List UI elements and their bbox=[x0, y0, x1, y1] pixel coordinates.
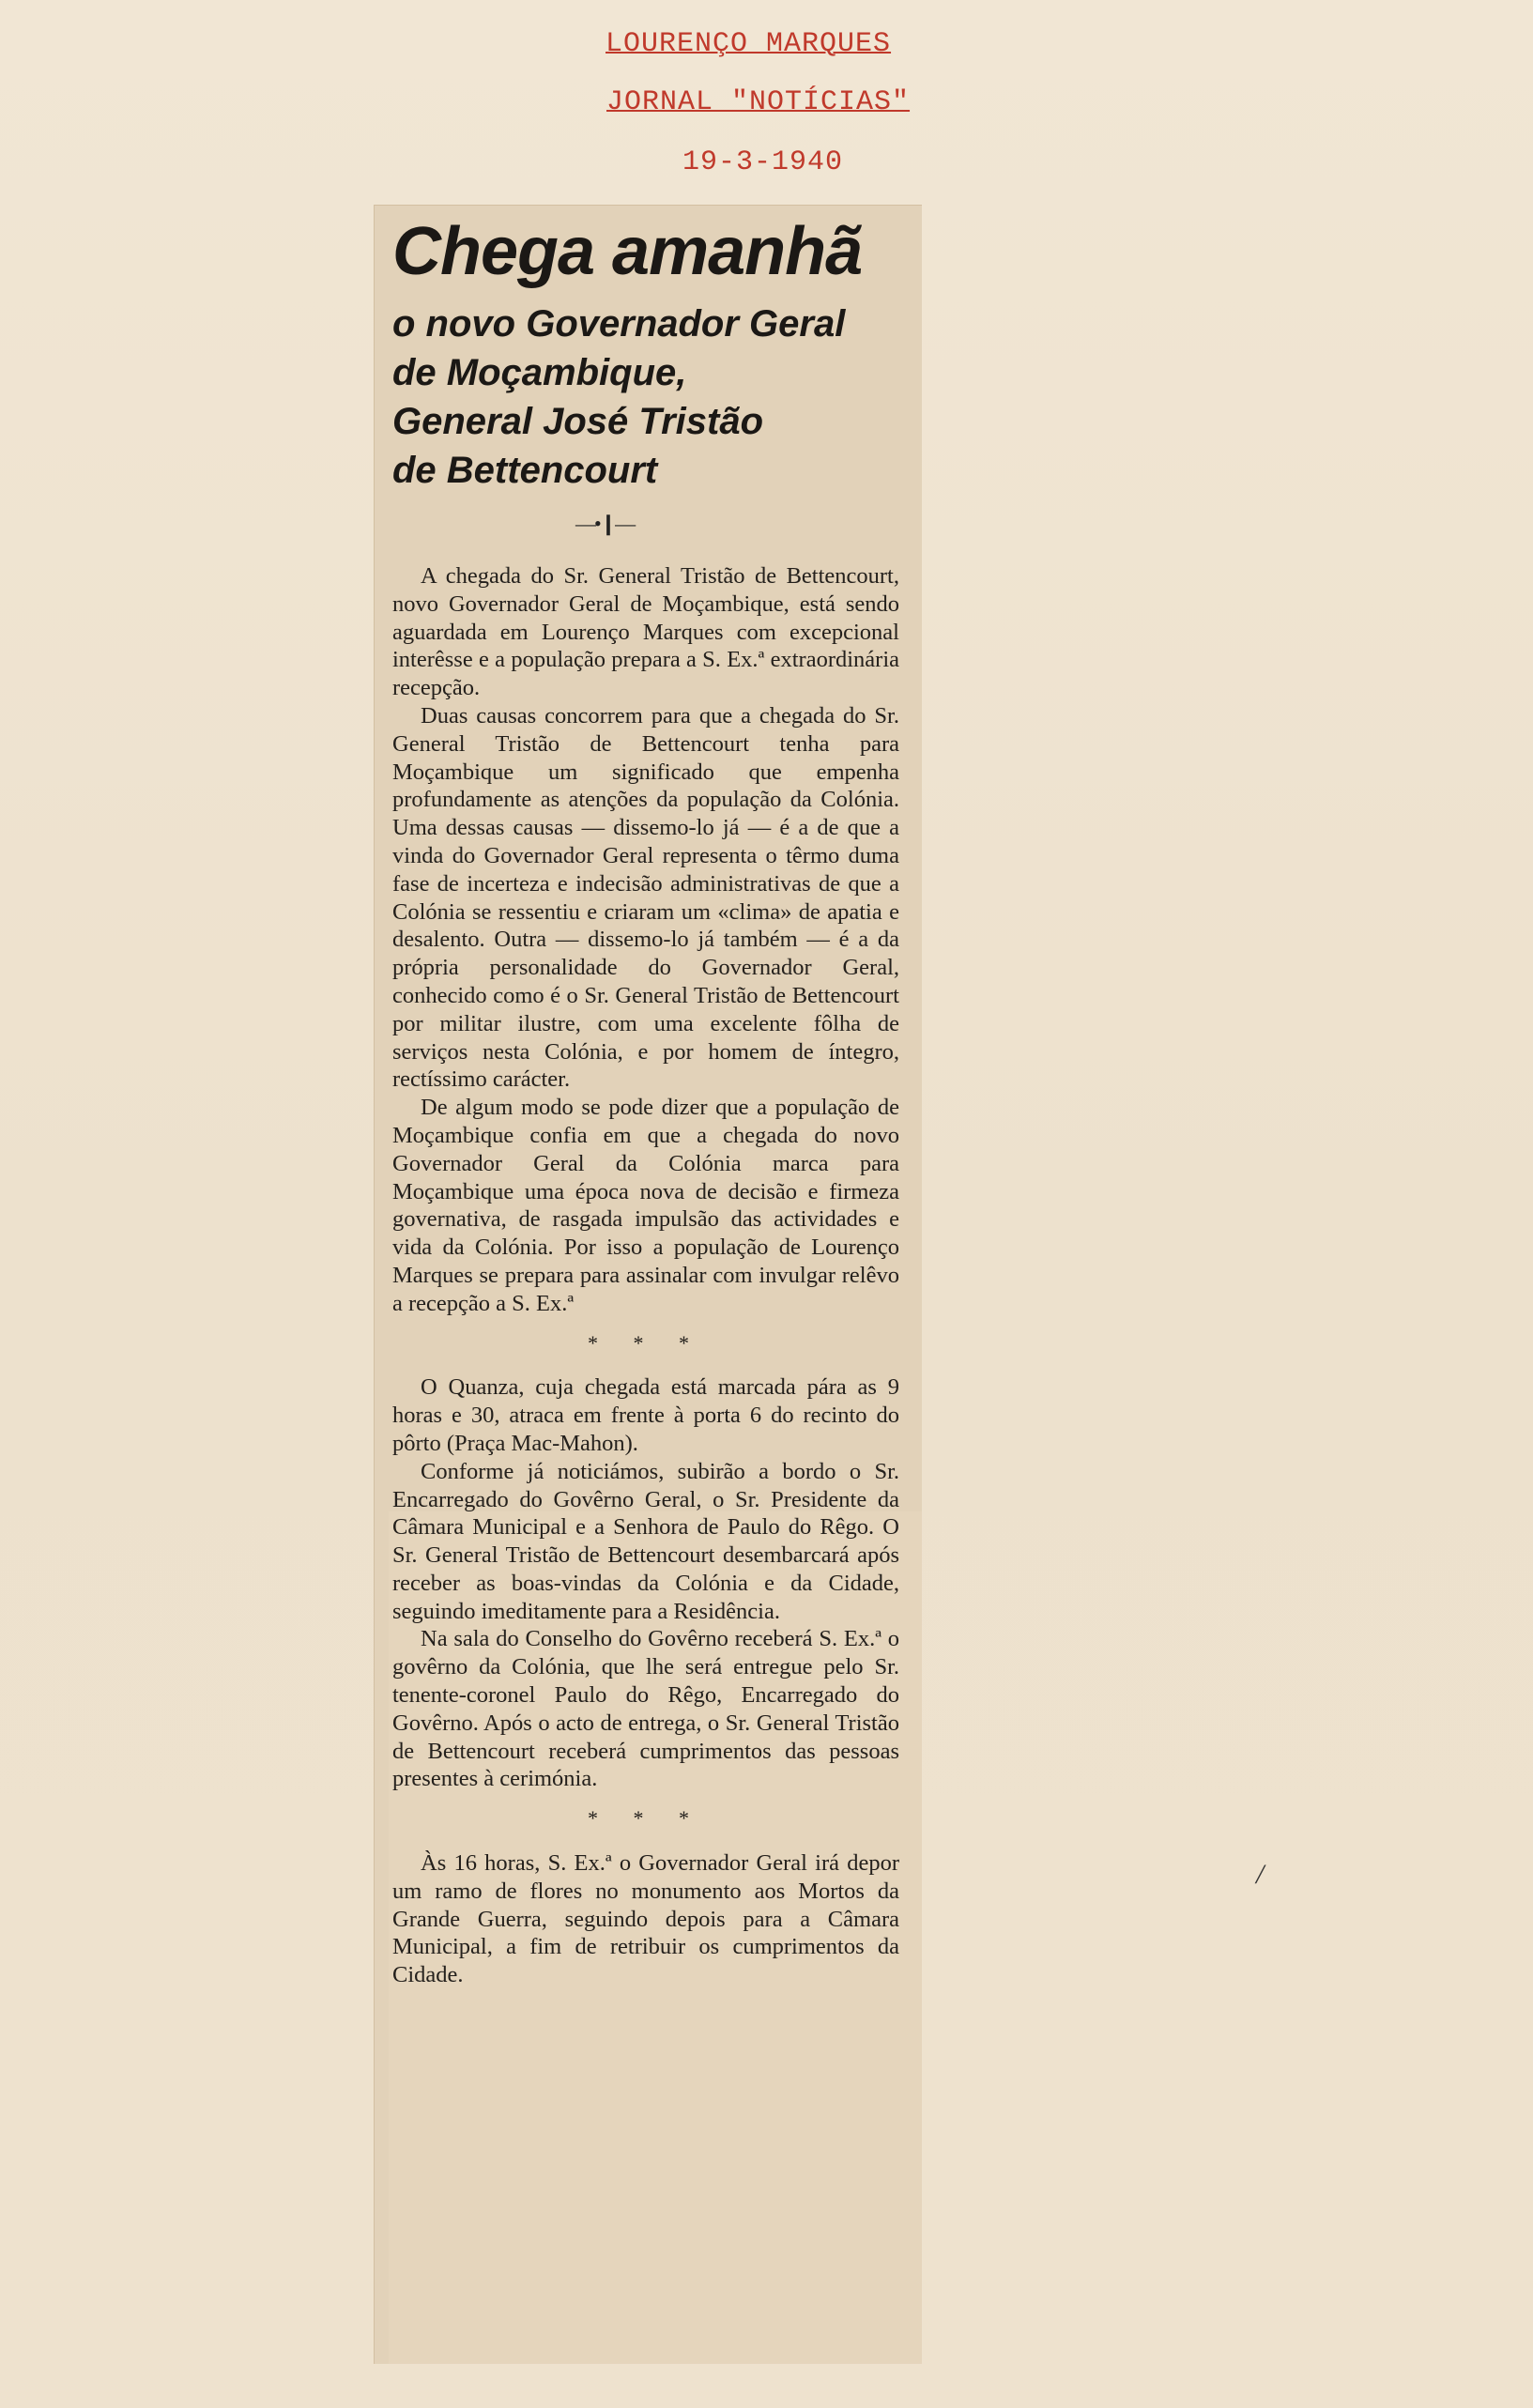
stamp-city bbox=[0, 28, 1533, 60]
paragraph: Na sala do Conselho do Govêrno receberá S. Ex.ª o govêrno da Colónia, que lhe será entregue pelo Sr. tenente-coronel Paulo do Rêgo, Encarregado do Govêrno. Após o acto de entrega, o Sr. General Tristão de Bettencourt receberá cumprimentos das pessoas presentes à cerimónia. bbox=[392, 1626, 899, 1792]
ornament-divider: —•❙— bbox=[575, 512, 635, 535]
paragraph: A chegada do Sr. General Tristão de Bettencourt, novo Governador Geral de Moçambique, está sendo aguardada em Lourenço Marques com excepcional interêsse e a população prepara a S. Ex.ª extraordinária recepção. bbox=[392, 563, 899, 701]
stamp-date bbox=[0, 146, 1533, 178]
stamp-city-text: LOURENÇO MARQUES bbox=[606, 28, 892, 60]
article-subhead-line: de Bettencourt bbox=[392, 450, 658, 491]
section-separator: * * * bbox=[588, 1330, 704, 1355]
margin-mark: / bbox=[1256, 1859, 1265, 1890]
paragraph: O Quanza, cuja chegada está marcada pára as 9 horas e 30, atraca em frente à porta 6 do recinto do pôrto (Praça Mac-Mahon). bbox=[392, 1374, 899, 1456]
paragraph: Às 16 horas, S. Ex.ª o Governador Geral irá depor um ramo de flores no monumento aos Mortos da Grande Guerra, seguindo depois para a Câmara Municipal, a fim de retribuir os cumprimentos da Cidade. bbox=[392, 1850, 899, 1988]
section-separator: * * * bbox=[588, 1806, 704, 1831]
paragraph: Duas causas concorrem para que a chegada do Sr. General Tristão de Bettencourt tenha para Moçambique um significado que empenha profundamente as atenções da população da Colónia. Uma dessas causas — dissemo-lo já — é a de que a vinda do Governador Geral representa o têrmo duma fase de incerteza e indecisão administrativas de que a Colónia se ressentiu e criaram um «clima» de apatia e desalento. Outra — dissemo-lo já também — é a da própria personalidade do Governador Geral, conhecido como é o Sr. General Tristão de Bettencourt por militar ilustre, com uma excelente fôlha de serviços nesta Colónia, e por homem de íntegro, rectíssimo carácter. bbox=[392, 702, 899, 1093]
article bbox=[392, 211, 899, 1989]
article-headline: Chega amanhã bbox=[392, 214, 863, 289]
article-subhead-line: o novo Governador Geral bbox=[392, 303, 846, 345]
article-subhead-line: General José Tristão bbox=[392, 401, 763, 442]
paragraph: De algum modo se pode dizer que a população de Moçambique confia em que a chegada do novo Governador Geral da Colónia marca para Moçambique uma época nova de decisão e firmeza governativa, de rasgada impulsão das actividades e vida da Colónia. Por isso a população de Lourenço Marques se prepara para assinalar com invulgar relêvo a recepção a S. Ex.ª bbox=[392, 1095, 899, 1316]
paragraph: Conforme já noticiámos, subirão a bordo o Sr. Encarregado do Govêrno Geral, o Sr. Presidente da Câmara Municipal e a Senhora de Paulo do Rêgo. O Sr. General Tristão de Bettencourt desembarcará após receber as boas-vindas da Colónia e da Cidade, seguindo imeditamente para a Residência. bbox=[392, 1458, 899, 1624]
stamp-newspaper bbox=[0, 86, 1533, 118]
stamp-date-text: 19-3-1940 bbox=[682, 146, 844, 178]
article-body bbox=[392, 562, 899, 1989]
stamp-newspaper-text: JORNAL "NOTÍCIAS" bbox=[606, 86, 911, 118]
article-subhead-line: de Moçambique, bbox=[392, 352, 687, 393]
